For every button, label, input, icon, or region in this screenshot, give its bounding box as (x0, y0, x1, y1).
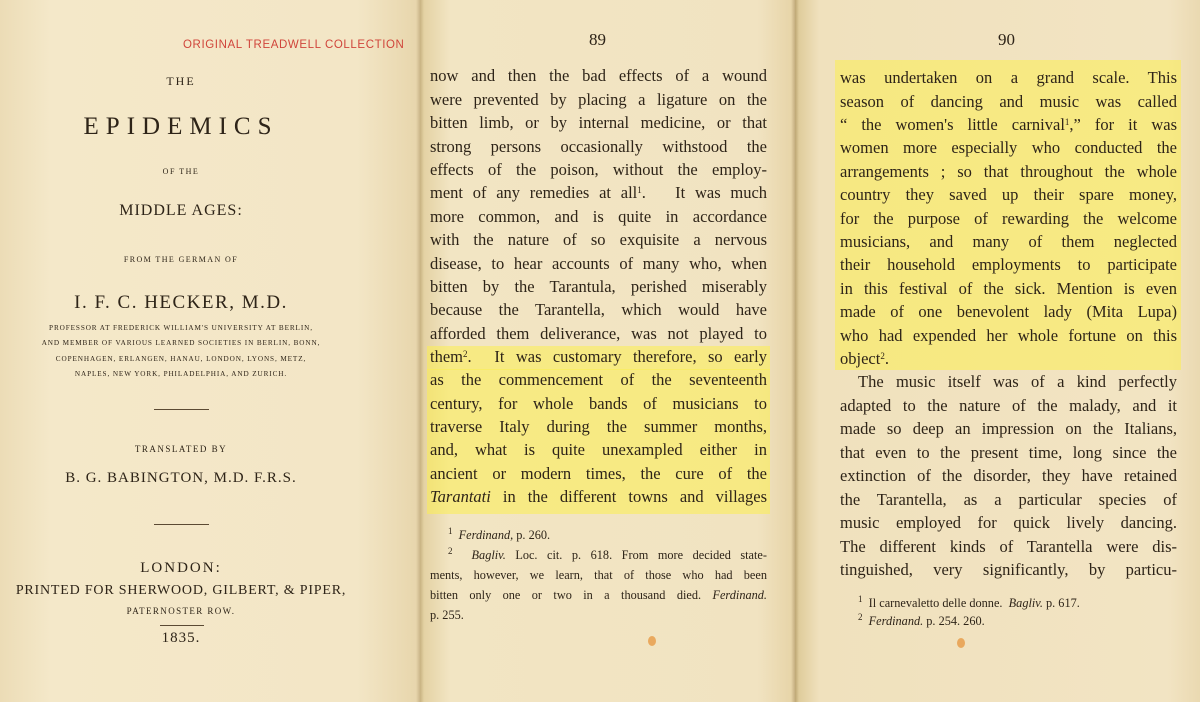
text-line: “ the women's little carnival$^1$,” for it was (840, 115, 1177, 134)
text-line: them$^2$. It was customary therefore, so early (430, 347, 768, 366)
page-gutter (416, 0, 424, 702)
from-german-label: FROM THE GERMAN OF (123, 255, 239, 264)
text-line: country they saved up their spare money, (840, 185, 1177, 204)
imprint-year: 1835. (161, 630, 201, 646)
footnote-2: $^2$ Bagliv. Loc. cit. p. 618. From more decided state- (448, 546, 767, 562)
text-line: traverse Italy during the summer months, (430, 417, 767, 436)
paper-stain (648, 636, 656, 646)
text-line: for the purpose of rewarding the welcome (840, 209, 1177, 228)
line-text: ment of any remedies at all (430, 183, 638, 202)
footnote-marker: 1 (1064, 117, 1070, 127)
text-line: because the Tarantella, which would have (430, 300, 767, 319)
divider (154, 524, 209, 525)
text-line: adapted to the nature of the malady, and it (840, 396, 1177, 415)
text-line: musicians, and many of them neglected (840, 232, 1177, 251)
author-credentials (0, 321, 362, 382)
title-of-the: OF THE (162, 167, 200, 176)
translator-name: B. G. BABINGTON, M.D. F.R.S. (65, 470, 297, 486)
footnote-marker: 2 (880, 351, 885, 361)
footnote-marker: 1 (637, 185, 642, 195)
footnote-line: p. 255. (430, 608, 464, 622)
text-line: bitten by the Tarantula, perished miserably (430, 277, 767, 296)
text-line: that even to the present time, long since the (840, 443, 1177, 462)
text-line: and, what is quite unexampled either in (430, 440, 767, 459)
title-middle-ages: MIDDLE AGES: (119, 202, 243, 219)
text-line: season of dancing and music was called (840, 92, 1177, 111)
italic-term: Tarantati (430, 487, 491, 506)
author-name: I. F. C. HECKER, M.D. (74, 292, 288, 313)
line-text: in the different towns and villages (502, 487, 767, 506)
divider (154, 409, 209, 410)
footnote-1: $^1$ Ferdinand, p. 260. (448, 526, 551, 542)
text-line: tinguished, very significantly, by particu- (840, 560, 1177, 579)
page-90 (795, 0, 1200, 702)
line-text: them (430, 347, 463, 366)
text-line: in this festival of the sick. Mention is even (840, 279, 1177, 298)
footnote-1: $^1$ Il carnevaletto delle donne. Bagliv. p. 617. (858, 594, 1080, 610)
text-line: afforded them deliverance, was not played to (430, 324, 767, 343)
imprint-address: PATERNOSTER ROW. (126, 606, 236, 616)
text-line: strong persons occasionally withstood the (430, 137, 767, 156)
text-line: object$^2$. (840, 349, 889, 368)
line-text: It was much (675, 183, 768, 202)
collection-stamp: ORIGINAL TREADWELL COLLECTION (183, 39, 405, 51)
credential-line: PROFESSOR AT FREDERICK WILLIAM'S UNIVERSITY AT BERLIN, (49, 324, 313, 332)
page-gutter (791, 0, 799, 702)
footnote-2: $^2$ Ferdinand. p. 254. 260. (858, 612, 985, 628)
text-line: The music itself was of a kind perfectly (858, 372, 1177, 391)
text-line: made so deep an impression on the Italians, (840, 419, 1177, 438)
translated-by-label: TRANSLATED BY (134, 444, 228, 454)
imprint-publisher: PRINTED FOR SHERWOOD, GILBERT, & PIPER, (15, 583, 347, 598)
text-line: was undertaken on a grand scale. This (840, 68, 1177, 87)
divider (160, 625, 204, 626)
footnote-line: ments, however, we learn, that of those who had been (430, 568, 767, 582)
page-89 (420, 0, 795, 702)
text-line: effects of the poison, without the employ- (430, 160, 767, 179)
book-title: EPIDEMICS (83, 113, 279, 140)
page-number: 90 (998, 30, 1015, 49)
paper-stain (957, 638, 965, 648)
footnote-marker: 2 (463, 349, 468, 359)
credential-line: COPENHAGEN, ERLANGEN, HANAU, LONDON, LYONS, METZ, (55, 354, 307, 363)
credential-line: AND MEMBER OF VARIOUS LEARNED SOCIETIES IN BERLIN, BONN, (41, 339, 321, 348)
line-text: It was customary therefore, so early (494, 347, 768, 366)
text-line: The different kinds of Tarantella were dis- (840, 537, 1177, 556)
text-line: century, for whole bands of musicians to (430, 394, 767, 413)
text-line: their household employments to participate (840, 255, 1177, 274)
text-line: ancient or modern times, the cure of the (430, 464, 767, 483)
text-line: women more especially who conducted the (840, 138, 1177, 157)
footnote-line: bitten only one or two in a thousand died. Ferdinand. (430, 588, 767, 602)
title-page (0, 0, 420, 702)
text-line: the Tarantella, as a particular species of (840, 490, 1177, 509)
text-line: bitten limb, or by internal medicine, or that (430, 113, 767, 132)
text-line: who had expended her whole fortune on this (840, 326, 1177, 345)
text-line: with the nature of so exquisite a nervous (430, 230, 767, 249)
credential-line: NAPLES, NEW YORK, PHILADELPHIA, AND ZURICH. (74, 369, 288, 378)
text-line: extinction of the disorder, they have retained (840, 466, 1177, 485)
text-line: were prevented by placing a ligature on the (430, 90, 767, 109)
text-line: made of one benevolent lady (Mita Lupa) (840, 302, 1177, 321)
text-line: now and then the bad effects of a wound (430, 66, 767, 85)
text-line: arrangements ; so that throughout the whole (840, 162, 1177, 181)
text-line: as the commencement of the seventeenth (430, 370, 767, 389)
text-line: disease, to hear accounts of many who, when (430, 254, 767, 273)
text-line: ment of any remedies at all$^1$. It was much (430, 183, 768, 202)
text-line: music employed for quick lively dancing. (840, 513, 1177, 532)
text-line (430, 486, 767, 508)
title-the: THE (166, 74, 196, 88)
imprint-city: LONDON: (140, 560, 222, 576)
text-line: more common, and is quite in accordance (430, 207, 767, 226)
page-number: 89 (589, 30, 606, 49)
